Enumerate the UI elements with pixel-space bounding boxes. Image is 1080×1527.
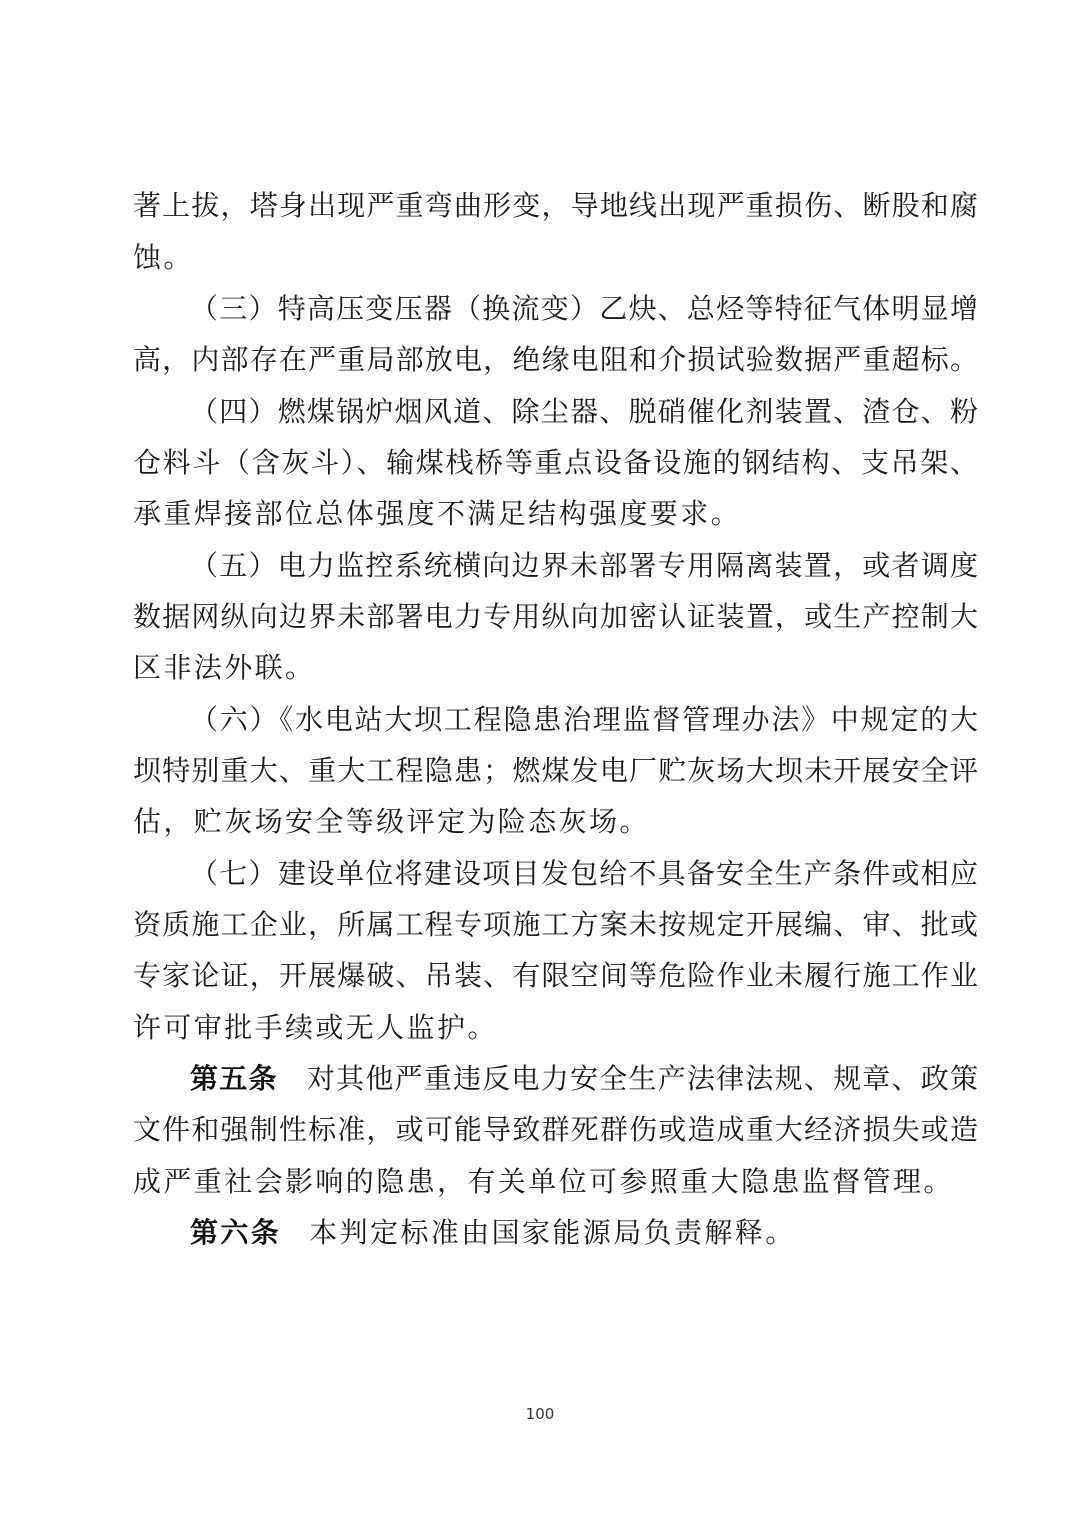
text-line: 著上拔，塔身出现严重弯曲形变，导地线出现严重损伤、断股和腐 xyxy=(133,189,978,222)
item-six-line: （六）《水电站大坝工程隐患治理监督管理办法》中规定的大 xyxy=(190,703,978,736)
article-five-text: 对其他严重违反电力安全生产法律法规、规章、政策 xyxy=(305,1062,978,1095)
text-line: 蚀。 xyxy=(133,241,194,274)
item-seven-line: （七）建设单位将建设项目发包给不具备安全生产条件或相应 xyxy=(190,857,978,890)
text-line: 高，内部存在严重局部放电，绝缘电阻和介损试验数据严重超标。 xyxy=(133,343,978,376)
text-line: 许可审批手续或无人监护。 xyxy=(133,1011,498,1044)
page-number: 100 xyxy=(525,1405,555,1423)
article-five-heading: 第五条 xyxy=(190,1062,278,1095)
text-line: 专家论证，开展爆破、吊装、有限空间等危险作业未履行施工作业 xyxy=(133,959,978,992)
text-line: 成严重社会影响的隐患，有关单位可参照重大隐患监督管理。 xyxy=(133,1165,954,1198)
item-four-line: （四）燃煤锅炉烟风道、除尘器、脱硝催化剂装置、渣仓、粉 xyxy=(190,395,978,428)
article-five-first-line xyxy=(190,1061,978,1097)
item-three-line: （三）特高压变压器（换流变）乙炔、总烃等特征气体明显增 xyxy=(190,292,978,325)
text-line: 承重焊接部位总体强度不满足结构强度要求。 xyxy=(133,497,742,530)
article-six-text: 本判定标准由国家能源局负责解释。 xyxy=(309,1216,796,1249)
item-five-line: （五）电力监控系统横向边界未部署专用隔离装置，或者调度 xyxy=(190,549,978,582)
text-line: 估，贮灰场安全等级评定为险态灰场。 xyxy=(133,805,650,838)
text-line: 数据网纵向边界未部署电力专用纵向加密认证装置，或生产控制大 xyxy=(133,600,978,633)
text-line: 区非法外联。 xyxy=(133,651,316,684)
text-line: 仓料斗（含灰斗）、输煤栈桥等重点设备设施的钢结构、支吊架、 xyxy=(133,446,978,479)
text-line: 文件和强制性标准，或可能导致群死群伤或造成重大经济损失或造 xyxy=(133,1113,978,1146)
article-six-heading: 第六条 xyxy=(190,1216,282,1249)
text-line: 坝特别重大、重大工程隐患；燃煤发电厂贮灰场大坝未开展安全评 xyxy=(133,754,978,787)
text-line: 资质施工企业，所属工程专项施工方案未按规定开展编、审、批或 xyxy=(133,908,978,941)
article-six-line xyxy=(190,1215,978,1251)
